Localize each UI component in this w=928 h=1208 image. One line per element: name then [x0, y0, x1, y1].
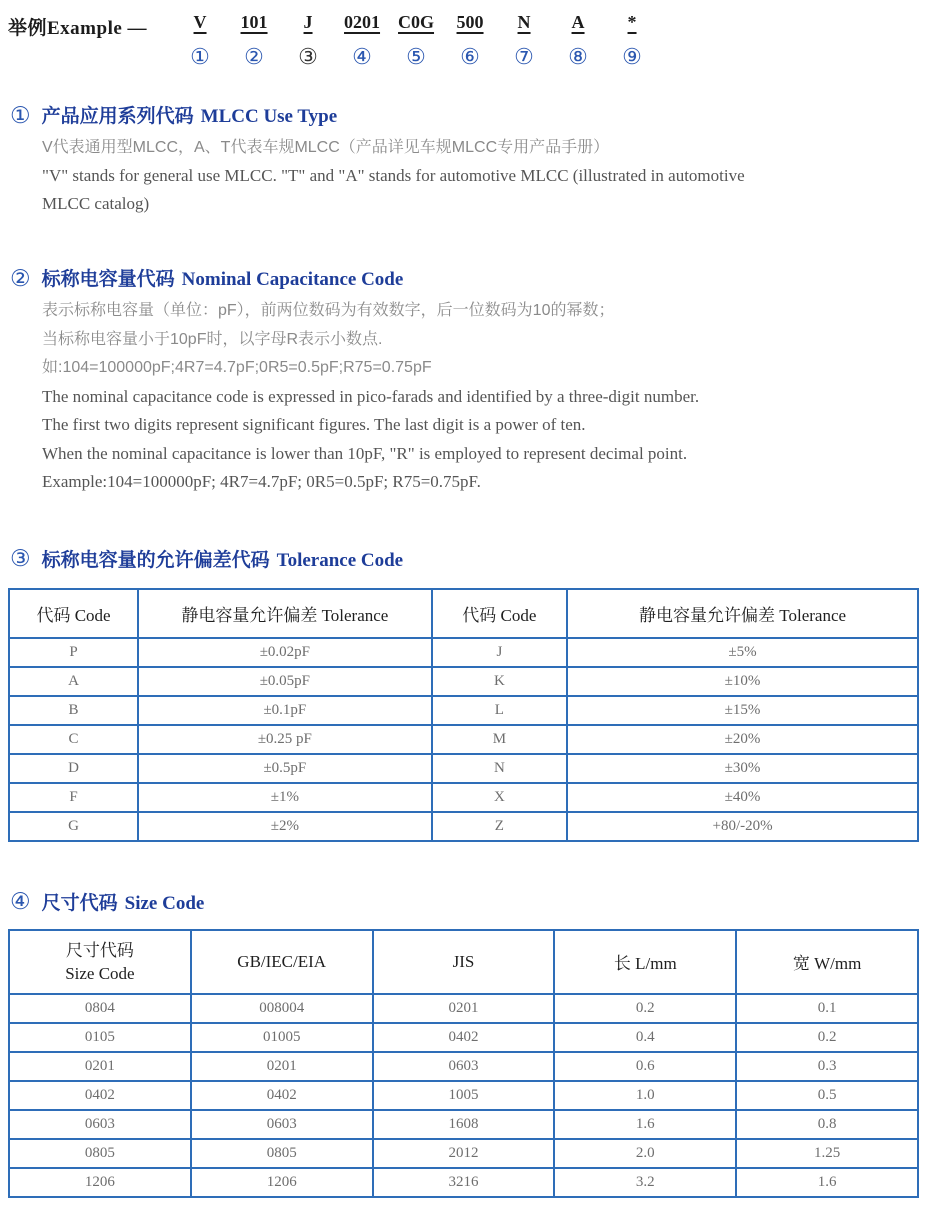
- table-cell: 3.2: [554, 1168, 736, 1197]
- table-cell: J: [432, 638, 567, 667]
- circled-number-8: ⑧: [568, 44, 588, 69]
- table-cell: D: [9, 754, 138, 783]
- example-label: 举例Example —: [8, 18, 148, 39]
- table-row: [9, 1023, 918, 1052]
- segment-8: [551, 10, 605, 69]
- segment-code: 0201: [344, 12, 381, 32]
- table-cell: 1005: [373, 1081, 555, 1110]
- table-cell: ±40%: [567, 783, 918, 812]
- table-cell: G: [9, 812, 138, 841]
- table-cell: 008004: [191, 994, 373, 1023]
- section-4-heading: [10, 888, 919, 915]
- table-row: [9, 1081, 918, 1110]
- body-line: MLCC catalog): [42, 194, 150, 213]
- segment-code: 101: [240, 12, 268, 32]
- body-line: 当标称电容量小于10pF时，以字母R表示小数点.: [42, 330, 383, 348]
- section-3-title: [42, 545, 404, 572]
- tolerance-table-header-row: [9, 589, 918, 638]
- table-cell: 1.0: [554, 1081, 736, 1110]
- table-row: [9, 783, 918, 812]
- table-cell: A: [9, 667, 138, 696]
- table-cell: ±30%: [567, 754, 918, 783]
- table-cell: 0805: [9, 1139, 191, 1168]
- body-line: V代表通用型MLCC，A、T代表车规MLCC（产品详见车规MLCC专用产品手册）: [42, 139, 610, 156]
- table-row: [9, 1052, 918, 1081]
- table-cell: K: [432, 667, 567, 696]
- segment-dielectric: [389, 10, 443, 69]
- section-4-title: [42, 888, 205, 915]
- section-4-title-cn: 尺寸代码: [41, 892, 118, 914]
- table-cell: L: [432, 696, 567, 725]
- table-cell: 0.8: [736, 1110, 918, 1139]
- section-3-title-cn: 标称电容量的允许偏差代码: [41, 549, 270, 571]
- body-line: The nominal capacitance code is expressed in pico-farads and identified by a three-digit number.: [42, 386, 700, 406]
- segment-capacitance: [227, 10, 281, 69]
- segment-9: [605, 10, 659, 69]
- circled-number-2: ②: [244, 44, 264, 69]
- table-cell: 0603: [9, 1110, 191, 1139]
- table-cell: ±0.02pF: [138, 638, 432, 667]
- table-row: [9, 667, 918, 696]
- size-table: [8, 929, 919, 1198]
- table-row: [9, 1110, 918, 1139]
- part-number-example: [8, 8, 919, 69]
- section-1-body: [42, 134, 919, 218]
- table-cell: M: [432, 725, 567, 754]
- section-2-body: [42, 297, 919, 497]
- segment-code: N: [517, 12, 531, 32]
- column-header-en: Size Code: [65, 963, 135, 983]
- table-cell: 0201: [9, 1052, 191, 1081]
- table-cell: 0.2: [736, 1023, 918, 1052]
- table-cell: 0.4: [554, 1023, 736, 1052]
- table-cell: ±0.25 pF: [138, 725, 432, 754]
- table-row: [9, 994, 918, 1023]
- segment-use-type: [173, 10, 227, 69]
- column-header: 静电容量允许偏差 Tolerance: [138, 589, 432, 638]
- table-cell: Z: [432, 812, 567, 841]
- table-cell: 1.6: [736, 1168, 918, 1197]
- column-header: [9, 930, 191, 994]
- table-row: [9, 1139, 918, 1168]
- table-row: [9, 696, 918, 725]
- size-table-header-row: [9, 930, 918, 994]
- tolerance-table: [8, 588, 919, 842]
- circled-number-4: ④: [352, 44, 372, 69]
- table-cell: ±0.05pF: [138, 667, 432, 696]
- section-1-title: [42, 101, 338, 128]
- section-1-title-en: MLCC Use Type: [200, 106, 338, 127]
- table-cell: 01005: [191, 1023, 373, 1052]
- table-cell: ±5%: [567, 638, 918, 667]
- table-cell: ±1%: [138, 783, 432, 812]
- column-header: 宽 W/mm: [736, 930, 918, 994]
- section-1-title-cn: 产品应用系列代码: [41, 106, 194, 127]
- table-cell: 1.6: [554, 1110, 736, 1139]
- table-cell: 0.1: [736, 994, 918, 1023]
- table-cell: ±20%: [567, 725, 918, 754]
- table-cell: 0.6: [554, 1052, 736, 1081]
- table-cell: 0.2: [554, 994, 736, 1023]
- section-2-title-cn: 标称电容量代码: [41, 269, 175, 290]
- table-cell: ±10%: [567, 667, 918, 696]
- table-cell: 1608: [373, 1110, 555, 1139]
- column-header: 长 L/mm: [554, 930, 736, 994]
- segment-code: C0G: [398, 12, 435, 32]
- segment-code: J: [303, 12, 313, 32]
- segment-code: *: [627, 12, 637, 32]
- column-header-cn: 尺寸代码: [65, 940, 134, 960]
- body-line: 如:104=100000pF;4R7=4.7pF;0R5=0.5pF;R75=0.75pF: [42, 359, 432, 376]
- table-cell: 0201: [191, 1052, 373, 1081]
- segment-code: 500: [456, 12, 484, 32]
- table-row: [9, 638, 918, 667]
- circled-number-9: ⑨: [622, 44, 642, 69]
- table-cell: 1206: [9, 1168, 191, 1197]
- table-cell: B: [9, 696, 138, 725]
- table-cell: 0402: [9, 1081, 191, 1110]
- section-1-heading: [10, 101, 919, 128]
- table-cell: C: [9, 725, 138, 754]
- column-header: JIS: [373, 930, 555, 994]
- body-line: 表示标称电容量（单位：pF），前两位数码为有效数字，后一位数码为10的幂数；: [42, 302, 615, 319]
- part-number-segments: [173, 10, 659, 69]
- table-cell: X: [432, 783, 567, 812]
- section-2-title: [42, 264, 404, 291]
- table-cell: 0804: [9, 994, 191, 1023]
- table-row: [9, 812, 918, 841]
- segment-code: A: [571, 12, 585, 32]
- circled-number-7: ⑦: [514, 44, 534, 69]
- section-1-number-icon: ①: [10, 101, 31, 128]
- circled-number-3: ③: [298, 44, 318, 69]
- column-header: 代码 Code: [432, 589, 567, 638]
- section-3-number-icon: ③: [10, 545, 31, 571]
- circled-number-5: ⑤: [406, 44, 426, 69]
- section-2-title-en: Nominal Capacitance Code: [181, 269, 404, 290]
- table-cell: P: [9, 638, 138, 667]
- body-line: When the nominal capacitance is lower than 10pF, "R" is employed to represent decimal point.: [42, 443, 688, 463]
- circled-number-6: ⑥: [460, 44, 480, 69]
- table-cell: 0402: [191, 1081, 373, 1110]
- section-2-heading: [10, 264, 919, 291]
- body-line: "V" stands for general use MLCC. "T" and "A" stands for automotive MLCC (illustrated in automotive: [42, 166, 745, 185]
- table-cell: 3216: [373, 1168, 555, 1197]
- table-cell: 0805: [191, 1139, 373, 1168]
- table-row: [9, 725, 918, 754]
- example-row: [8, 10, 919, 69]
- table-cell: ±15%: [567, 696, 918, 725]
- column-header: 静电容量允许偏差 Tolerance: [567, 589, 918, 638]
- section-4-title-en: Size Code: [124, 892, 205, 914]
- segment-tolerance: [281, 10, 335, 69]
- segment-code: V: [193, 12, 207, 32]
- segment-7: [497, 10, 551, 69]
- column-header: 代码 Code: [9, 589, 138, 638]
- table-cell: 2012: [373, 1139, 555, 1168]
- table-cell: 1206: [191, 1168, 373, 1197]
- table-cell: ±2%: [138, 812, 432, 841]
- body-line: Example:104=100000pF; 4R7=4.7pF; 0R5=0.5pF; R75=0.75pF.: [42, 472, 481, 491]
- section-3-title-en: Tolerance Code: [276, 549, 404, 571]
- table-cell: ±0.1pF: [138, 696, 432, 725]
- table-cell: 0.5: [736, 1081, 918, 1110]
- section-3-heading: [10, 545, 919, 572]
- body-line: The first two digits represent significant figures. The last digit is a power of ten.: [42, 415, 586, 434]
- table-cell: 2.0: [554, 1139, 736, 1168]
- table-cell: ±0.5pF: [138, 754, 432, 783]
- table-cell: 1.25: [736, 1139, 918, 1168]
- segment-voltage: [443, 10, 497, 69]
- table-cell: F: [9, 783, 138, 812]
- table-cell: 0201: [373, 994, 555, 1023]
- table-cell: N: [432, 754, 567, 783]
- circled-number-1: ①: [190, 44, 210, 69]
- table-cell: +80/-20%: [567, 812, 918, 841]
- table-cell: 0603: [191, 1110, 373, 1139]
- table-cell: 0105: [9, 1023, 191, 1052]
- section-2-number-icon: ②: [10, 264, 31, 291]
- segment-size: [335, 10, 389, 69]
- table-cell: 0603: [373, 1052, 555, 1081]
- table-cell: 0402: [373, 1023, 555, 1052]
- table-cell: 0.3: [736, 1052, 918, 1081]
- section-4-number-icon: ④: [10, 888, 31, 914]
- column-header: GB/IEC/EIA: [191, 930, 373, 994]
- table-row: [9, 754, 918, 783]
